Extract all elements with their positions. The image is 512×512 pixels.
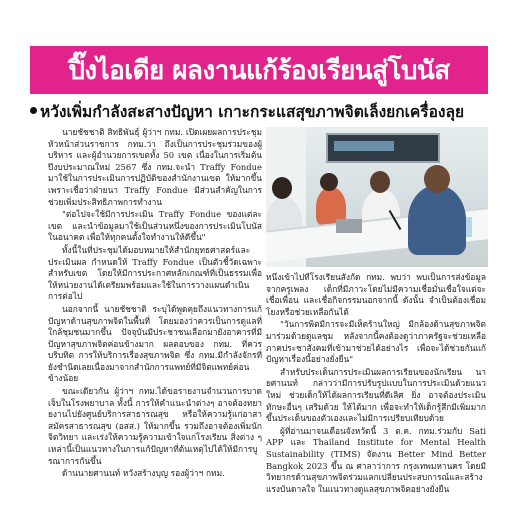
- paragraph: ด้านนายศานนท์ หวังสร้างบุญ รองผู้ว่าฯ กทม.: [62, 468, 225, 479]
- photo-person-head: [424, 165, 450, 193]
- subheadline: หวังเพิ่มกำลังสะสางปัญหา เกาะกระแสสุขภาพจิตเล็งยกเครื่องลุย: [40, 103, 465, 121]
- paragraph: นายชัชชาติ สิทธิพันธุ์ ผู้ว่าฯ กทม. เปิดเผยผลการประชุมหัวหน้าส่วนราชการ กทม.ว่า ถึงเป็นการประชุมร่วมของผู้บริหาร และผู้อำนวยการเขตทั้ง 50 เขต เนื่องในการเริ่มต้นปีงบประมาณใหม่ 2567 ซึ่ง กทม.จะนำ Traffy Fondue มาใช้ในการประเมินการปฏิบัติของสำนักงานเขต ให้มากขึ้น เพราะเชื่อว่าฝ่ายนา Traffy Fondue มีส่วนสำคัญในการช่วยเพิ่มประสิทธิภาพการทำงาน: [48, 127, 262, 207]
- subheadline-row: [30, 99, 500, 121]
- photo-screen: [326, 133, 440, 163]
- paragraph: "ต่อไปจะใช้มีการประเมิน Traffy Fondue ของแต่ละเขต และนำข้อมูลมาใช้เป็นส่วนหนึ่งของการประเมินโบนัสในอนาคต เพื่อให้ทุกคนตั้งใจทำงานให้ดีขึ้น": [48, 209, 262, 243]
- photo-person: [408, 185, 466, 255]
- paragraph: ผู้ที่อ่านมาจนเดือนจังหวัดนี้ 3 ต.ค. กทม.ร่วมกับ Sati APP และ Thailand Institute for Mental Health Sustainability (TIMS) จัดงาน Better Mind Better Bangkok 2023 ขึ้น ณ ศาลาว่าการ กรุงเทพมหานคร โดยมีวิทยากรด้านสุขภาพจิตร่วมแลกเปลี่ยนประสบการณ์และสร้างแรงบันดาลใจ ในแนวทางดูแลสุขภาพจิตอย่างยั่งยืน: [266, 425, 486, 494]
- photo-bottle: [466, 217, 472, 237]
- meeting-photo: [266, 127, 488, 267]
- paragraph: ทั้งนี้ในที่ประชุมได้มอบหมายให้สำนักยุทธศาสตร์และประเมินผล กำหนดให้ Traffy Fondue เป็นตัวชี้วัดเฉพาะสำหรับเขต โดยให้มีการประกาศหลักเกณฑ์ที่เป็นธรรมเพื่อให้หน่วยงานได้เตรียมพร้อมและใช้ในการวางแผนดำเนินการต่อไป: [48, 244, 262, 302]
- paragraph: หนึ่งเข้าไปที่โรงเรียนสังกัด กทม. พบว่า พบเป็นการส่งข้อมูลจากครูเพลง เด็กที่มีภาวะโดยไม่มีความเชื่อมั่นเชื่อใจแต่จะเชื่อเพื่อน และเชื่อกิจกรรมนอกจากนี้ ดังนั้น จำเป็นต้องเชื่อมโยงหรือช่วยเหลือกันได้: [266, 272, 486, 317]
- right-column: [266, 272, 486, 512]
- paragraph: นอกจากนี้ นายชัชชาติ ระบุได้พูดคุยถึงแนวทางการแก้ปัญหาด้านสุขภาพจิตในพื้นที่ โดยมองว่าควรเป็นการดูแลที่ใกล้ชุมชนมากขึ้น ปัจจุบันมีประชาชนเลือกมายังอาคารที่มีปัญหาสุขภาพจิตค่อนข้างมาก ผลตอบของ กทม. ที่ควรบริบทิต การให้บริการเรื่องสุขภาพจิต ซึ่ง กทม.มีกำลังจักรที่ยังชำนิดเลยเนื่องมาจากสำนักการแพทย์ที่มีจิตแพทย์ค่อนข้างน้อย: [48, 303, 262, 384]
- photo-laptop: [336, 219, 362, 233]
- photo-person-head: [320, 173, 338, 191]
- paragraph: สำหรับประเด็นการประเมินผลการเรียนของนักเรียน นายศานนท์ กล่าวว่ามีการปรับรูปแบบในการประเมินด้วยแนวใหม่ ช่วยเด็กให้ได้ผลการเรียนที่ดีเลิศ ยิ่ง อาจต้องประเมินทักษะอื่นๆ เสริมด้วย ให้ได้มาก เพื่อจะทำให้เด็กรู้สึกมีเพิ่มมากขึ้นประเด็นของตัวเองและไม่มีการเปรียบเทียบด้วย: [266, 366, 486, 424]
- headline-banner: [30, 46, 488, 94]
- paragraph: "วันการพิตมีการจะมีเห็ดร้านใหญ่ มีกล้องด้านสุขภาพจิตมาร่วมด้วยดูแลชุม หลังจากนี้คงต้องดูว่าภาครัฐจะช่วยเหลือภาคประชาสังคมที่เข้ามาช่วยได้อย่างไร เพื่อจะได้ช่วยกันแก้ปัญหาเรื่องนี้อย่างยั่งยืน": [266, 319, 486, 365]
- left-column: [48, 127, 262, 512]
- bullet-icon: [30, 107, 37, 114]
- photo-person-head: [370, 171, 390, 193]
- headline: ปิ๊งไอเดีย ผลงานแก้ร้องเรียนสู่โบนัส: [68, 55, 450, 86]
- paragraph: ขณะเดียวกัน ผู้ว่าฯ กทม.ได้ขอรายงานจำนวนการบาดเจ็บในโรงพยาบาล ทั้งนี้ การให้คำแนะนำต่างๆ อาจต้องทยายงานไปยังศูนย์บริการสาธารณสุข หรือให้ความรู้แก่อาสาสมัครสาธารณสุข (อสส.) ให้มากขึ้น รวมถึงอาจต้องเพิ่มนักจิตวิทยา และเร่งให้ความรู้ความเข้าใจแก่โรงเรียน สิ่งต่าง ๆ เหล่านี้เป็นแนวทางในการแก้ปัญหาที่ต้นเหตุไปได้ให้มีการบูรณาการกันขึ้น: [48, 386, 262, 466]
- photo-person-head: [272, 177, 292, 199]
